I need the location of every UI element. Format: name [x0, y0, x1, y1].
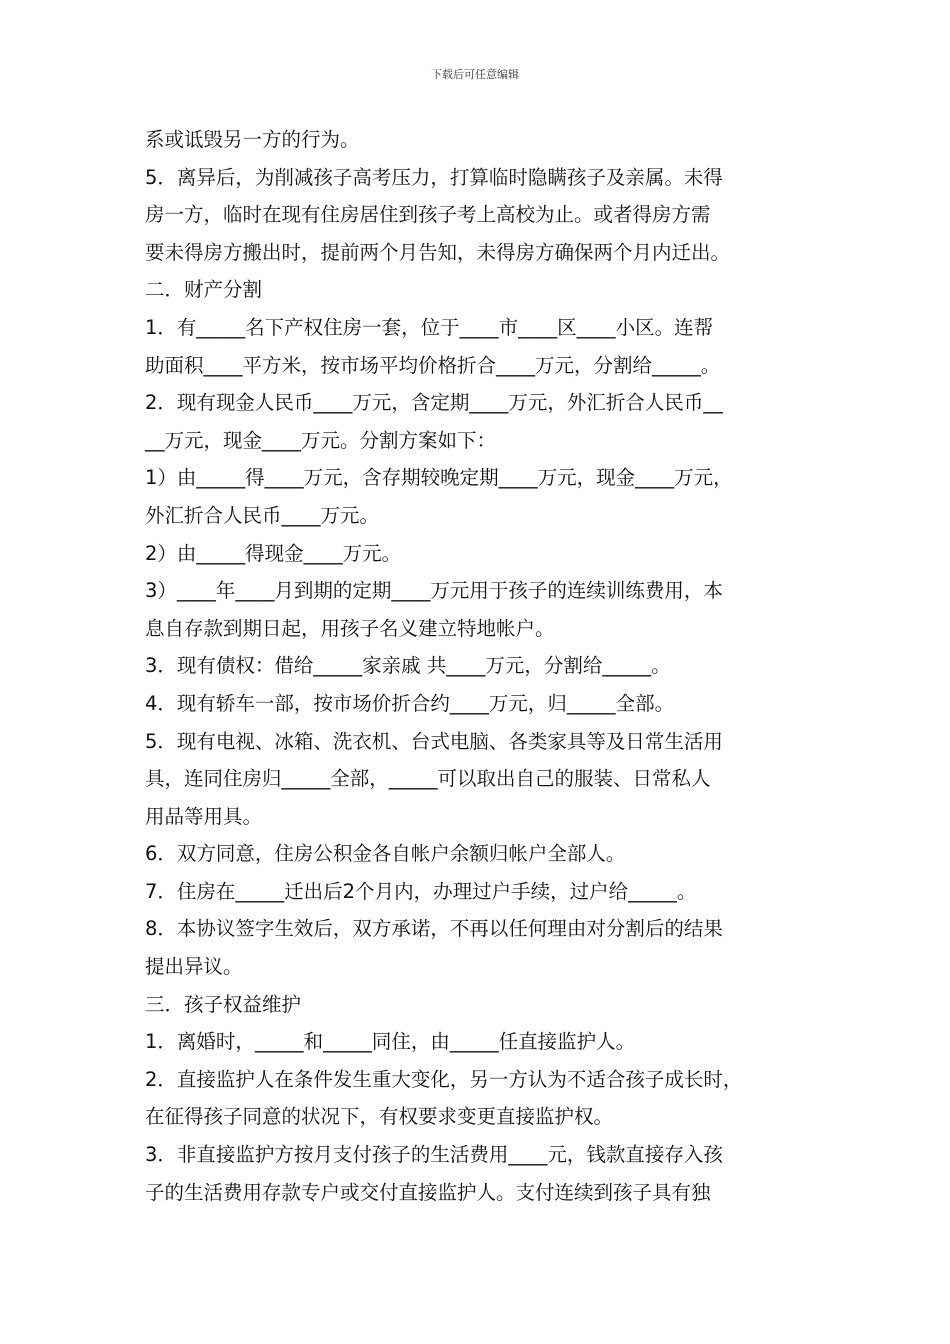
section-heading: 三．孩子权益维护: [145, 992, 302, 1016]
text-line: 2．现有现金人民币____万元，含定期____万元，外汇折合人民币__: [145, 391, 723, 415]
text-line: 系或诋毁另一方的行为。: [145, 128, 360, 151]
text-line: 助面积____平方米，按市场平均价格折合____万元，分割给_____。: [145, 353, 721, 377]
text-line: 2）由_____得现金____万元。: [145, 541, 402, 565]
text-line: 提出异议。: [145, 955, 243, 979]
text-line: 4．现有轿车一部，按市场价折合约____万元，归_____全部。: [145, 691, 675, 715]
document-body: [145, 121, 825, 1211]
text-line: 7．住房在_____迁出后2个月内，办理过户手续，过户给_____。: [145, 879, 697, 903]
text-line: 房一方，临时在现有住房居住到孩子考上高校为止。或者得房方需: [145, 203, 711, 227]
text-line: 外汇折合人民币____万元。: [145, 503, 380, 527]
text-line: 1．离婚时，_____和_____同住，由_____任直接监护人。: [145, 1030, 636, 1054]
text-line: 具，连同住房归_____全部，_____可以取出自己的服装、日常私人: [145, 767, 711, 791]
text-line: 在征得孩子同意的状况下，有权要求变更直接监护权。: [145, 1105, 614, 1129]
text-line: 5．现有电视、冰箱、洗衣机、台式电脑、各类家具等及日常生活用: [145, 729, 723, 753]
text-line: 2．直接监护人在条件发生重大变化，另一方认为不适合孩子成长时，: [145, 1067, 743, 1091]
text-line: 用品等用具。: [145, 804, 263, 828]
text-line: 3．非直接监护方按月支付孩子的生活费用____元，钱款直接存入孩: [145, 1143, 723, 1167]
text-line: 3）____年____月到期的定期____万元用于孩子的连续训练费用，本: [145, 579, 723, 603]
text-line: 1．有_____名下产权住房一套，位于____市____区____小区。连帮: [145, 315, 714, 339]
text-line: 6．双方同意，住房公积金各自帐户余额归帐户全部人。: [145, 842, 626, 866]
text-line: 3．现有债权：借给_____家亲戚 共____万元，分割给_____。: [145, 654, 671, 678]
text-line: 8．本协议签字生效后，双方承诺，不再以任何理由对分割后的结果: [145, 917, 723, 941]
text-line: 息自存款到期日起，用孩子名义建立特地帐户。: [145, 616, 555, 640]
section-heading: 二．财产分割: [145, 278, 263, 302]
text-line: __万元，现金____万元。分割方案如下：: [145, 428, 497, 452]
text-line: 要未得房方搬出时，提前两个月告知，未得房方确保两个月内迁出。: [145, 240, 731, 264]
page-header: 下载后可任意编辑: [431, 68, 519, 81]
text-line: 子的生活费用存款专户或交付直接监护人。支付连续到孩子具有独: [145, 1180, 711, 1204]
text-line: 5．离异后，为削减孩子高考压力，打算临时隐瞒孩子及亲属。未得: [145, 165, 723, 189]
text-line: 1）由_____得____万元，含存期较晚定期____万元，现金____万元，: [145, 466, 733, 490]
